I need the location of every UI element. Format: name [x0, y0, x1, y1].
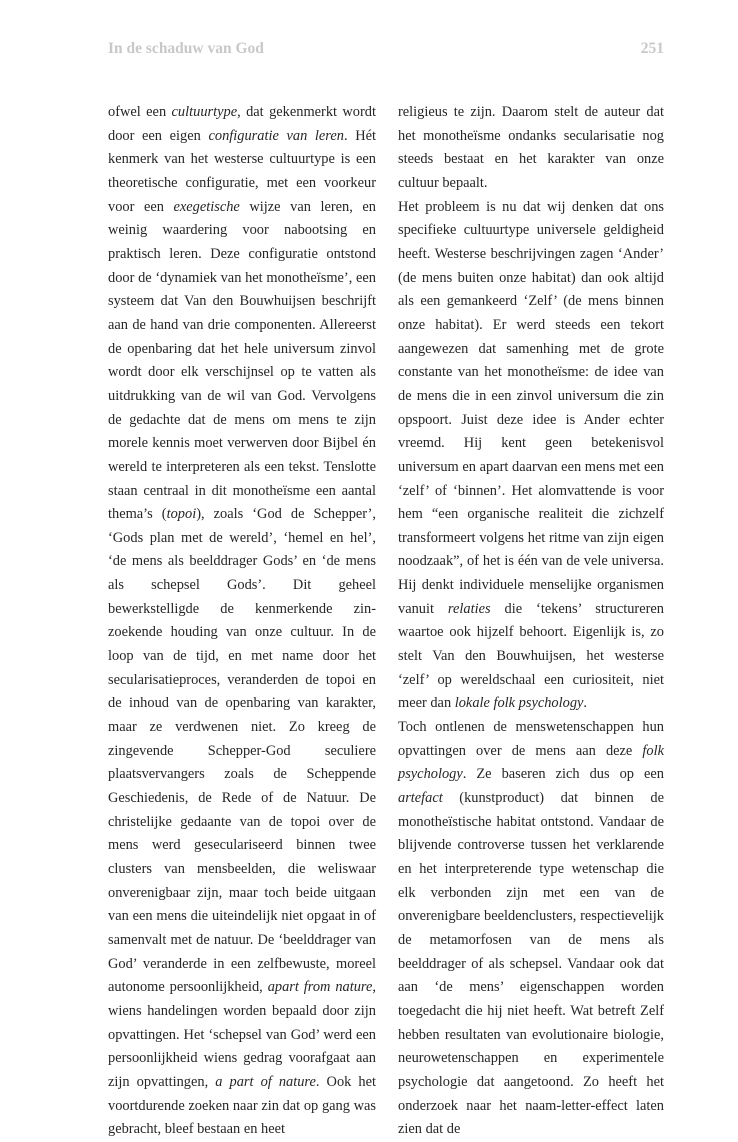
- text-run: . Ze baseren zich dus op een: [462, 766, 664, 783]
- text-run: ), zoals ‘God de Schepper’, ‘Gods plan met de wereld’, ‘hemel en hel’, ‘de mens als beelddrager Gods’ en ‘de mens als schepsel Gods’. Dit geheel bewerkstelligde de kenmerkende zin-zoekende houding van onze cultuur. In de loop van de tijd, en met name door het secularisatieproces, veranderden de topoi en de inhoud van de openbaring van karakter, maar ze verdwenen niet. Zo kreeg de zingevende Schepper-God seculiere plaatsvervangers zoals de Scheppende Geschiedenis, de Rede of de Natuur. De christelijke gedaante van de topoi over de mens werd geseculariseerd binnen twee clusters van mensbeelden, die weliswaar onverenigbaar zijn, maar toch beide uitgaan van een mens die uiteindelijk niet opgaat in of samenvalt met de natuur. De ‘beelddrager van God’ veranderde in een zelfbewuste, moreel autonome persoonlijkheid,: [108, 506, 376, 996]
- page-number: 251: [640, 40, 664, 57]
- text-run: Toch ontlenen de menswetenschappen hun opvattingen over de mens aan deze: [398, 719, 664, 759]
- running-head: [108, 40, 664, 62]
- italic-run: lokale folk psychology: [454, 695, 584, 712]
- left-paragraph: [108, 101, 376, 1142]
- text-run: . Ook het voortdurende zoeken naar zin dat op gang was gebracht, bleef bestaan en heet: [108, 1073, 376, 1138]
- text-run: , dat gekenmerkt wordt door een eigen: [108, 104, 376, 144]
- right-column: [398, 101, 664, 1142]
- text-run: (kunstproduct) dat binnen de monotheïstische habitat ontstond. Vandaar de blijvende controverse tussen het verklarende en het interpreterende type wetenschap die elk verbonden zijn met een van de onverenigbare beeldenclusters, respectievelijk de metamorfosen van de mens als beelddrager of als schepsel. Vandaar ook dat aan ‘de mens’ eigenschappen worden toegedacht die hij niet heeft. Wat betreft Zelf hebben resultaten van evolutionaire biologie, neurowetenschappen en experimentele psychologie dat aangetoond. Zo heeft het onderzoek naar het naam-letter-effect laten zien dat de: [398, 790, 664, 1138]
- italic-run: cultuurtype: [171, 104, 238, 120]
- italic-run: apart from nature: [267, 979, 373, 996]
- text-run: ofwel een: [108, 104, 172, 120]
- italic-run: artefact: [398, 790, 443, 807]
- text-run: . Hét kenmerk van het westerse cultuurtype is een theoretische configuratie, met een voorkeur voor een: [108, 127, 376, 215]
- text-run: die ‘tekens’ structureren waartoe ook hijzelf behoort. Eigenlijk is, zo stelt Van den Bouwhuijsen, het westerse ‘zelf’ op wereldschaal een curiositeit, niet meer dan: [398, 600, 664, 712]
- italic-run: configuratie van leren: [208, 127, 344, 144]
- italic-run: folk psychology: [398, 742, 664, 783]
- italic-run: exegetische: [173, 198, 240, 215]
- right-paragraph-2: [398, 196, 664, 716]
- italic-run: a part of nature: [215, 1073, 316, 1090]
- left-column: [108, 101, 376, 1142]
- running-title: In de schaduw van God: [108, 40, 264, 57]
- text-run: wijze van leren, en weinig waardering voor nabootsing en praktisch leren. Deze configuratie ontstond door de ‘dynamiek van het monotheïsme’, een systeem dat Van den Bouwhuijsen beschrijft aan de hand van drie componenten. Allereerst de openbaring dat het hele universum zinvol wordt door elk verschijnsel op te vatten als uitdrukking van de wil van God. Vervolgens de gedachte dat de mens om mens te zijn morele kennis moet verwerven door Bijbel én wereld te interpreteren als een tekst. Tenslotte staan centraal in dit monotheïsme een aantal thema’s (: [108, 198, 376, 523]
- italic-run: topoi: [166, 506, 197, 523]
- text-run: , wiens handelingen worden bepaald door zijn opvattingen. Het ‘schepsel van God’ werd een persoonlijkheid wiens gedrag voorafgaat aan zijn opvattingen,: [108, 979, 376, 1090]
- right-paragraph-3: [398, 716, 664, 1142]
- text-run: Het probleem is nu dat wij denken dat ons specifieke cultuurtype universele geldigheid heeft. Westerse beschrijvingen zagen ‘Ander’ (de mens buiten onze habitat) dan ook altijd als een gemankeerd ‘Zelf’ (de mens binnen onze habitat). Er werd steeds een tekort aangewezen dat samenhing met de grote constante van het monotheïsme: de idee van de mens die in een zinvol universum die zin opspoort. Juist deze idee is Ander echter vreemd. Hij kent geen betekenisvol universum en apart daarvan een mens met een ‘zelf’ of ‘binnen’. Het alomvattende is voor hem “een organische realiteit die zichzelf transformeert volgens het ritme van zijn eigen noodzaak”, of het is één van de vele universa. Hij denkt individuele menselijke organismen vanuit: [398, 198, 664, 617]
- text-run: .: [583, 695, 588, 712]
- right-paragraph-1: religieus te zijn. Daarom stelt de auteur dat het monotheïsme ondanks secularisatie nog steeds bestaat en het karakter van onze cultuur bepaalt.: [398, 104, 664, 191]
- italic-run: relaties: [447, 600, 491, 617]
